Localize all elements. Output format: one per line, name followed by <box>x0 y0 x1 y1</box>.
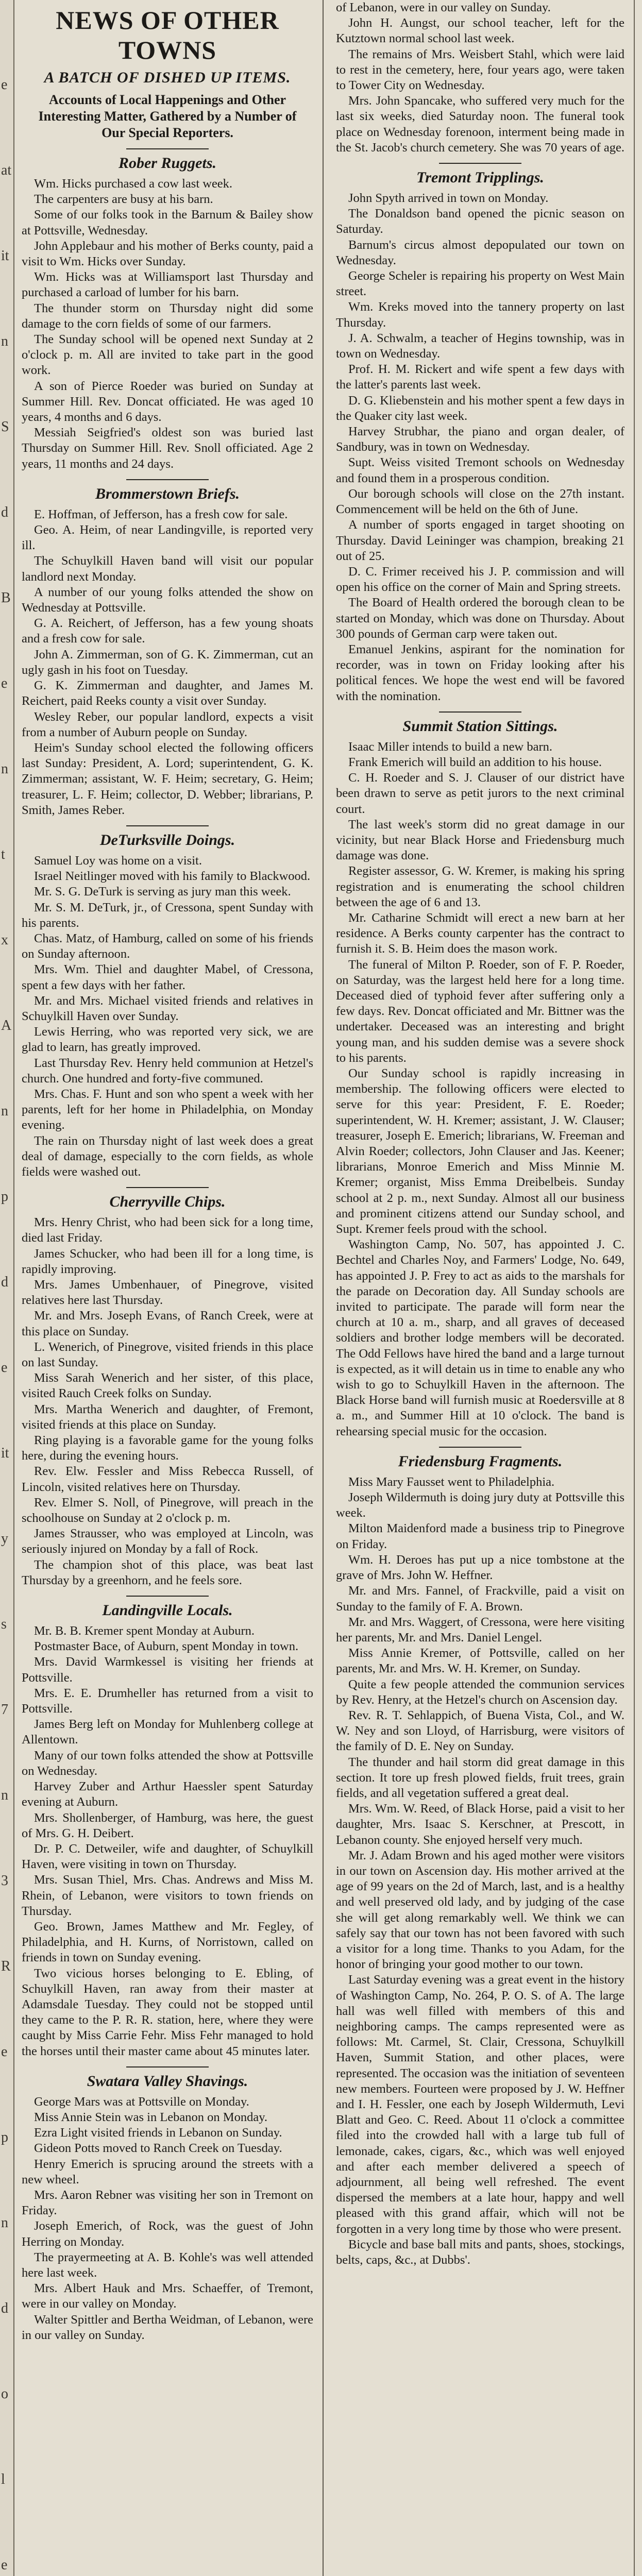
gutter-mark: n <box>1 333 8 349</box>
news-item: Mrs. Susan Thiel, Mrs. Chas. Andrews and Miss M. Rhein, of Lebanon, were visitors to town friends on Thursday. <box>22 1873 313 1918</box>
news-item: Mrs. Martha Wenerich and daughter, of Fremont, visited friends at this place on Sunday. <box>22 1402 313 1432</box>
news-item: John H. Aungst, our school teacher, left for the Kutztown normal school last week. <box>336 16 624 46</box>
news-item: Miss Mary Fausset went to Philadelphia. <box>348 1475 555 1489</box>
section-title: Swatara Valley Shavings. <box>87 2072 248 2090</box>
news-item: Joseph Wildermuth is doing jury duty at Pottsville this week. <box>336 1490 624 1520</box>
news-item: Heim's Sunday school elected the following officers last Sunday: President, A. Lord; superintendent, G. K. Zimmerman; assistant, W. F. Heim; secretary, G. Heim; treasurer, L. F. Heim; collector, D. Webber; librarians, P. Smith, James Reber. <box>22 740 313 817</box>
news-item: Last Thursday Rev. Henry held communion at Hetzel's church. One hundred and forty-five communed. <box>22 1056 313 1086</box>
news-item: The funeral of Milton P. Roeder, son of F. P. Roeder, on Saturday, was the largest held here for a long time. Deceased died of typhoid fever after suffering only a few days. Rev. Doncat officiated and Mr. Bittner was the undertaker. Deceased was an interesting and bright young man, and his sudden demise was a severe shock to his parents. <box>336 957 624 1065</box>
news-item: Ezra Light visited friends in Lebanon on Sunday. <box>34 2126 282 2140</box>
gutter-mark: 3 <box>1 1873 8 1889</box>
news-item: G. A. Reichert, of Jefferson, has a few young shoats and a fresh cow for sale. <box>22 616 313 646</box>
gutter-mark: d <box>1 1274 8 1290</box>
section-rule <box>439 163 521 164</box>
news-item: Mrs. John Spancake, who suffered very much for the last six weeks, died Saturday noon. The funeral took place on Wednesday forenoon, interment being made in the St. Jacob's church cemetery. She was 70 years of age. <box>336 94 625 155</box>
news-item: The Sunday school will be opened next Sunday at 2 o'clock p. m. All are invited to take part in the good work. <box>22 332 313 378</box>
section-rule <box>439 1447 521 1448</box>
subheading: A BATCH OF DISHED UP ITEMS. <box>44 69 291 86</box>
news-item: Prof. H. M. Rickert and wife spent a few days with the latter's parents last week. <box>336 362 624 392</box>
news-item: The thunder and hail storm did great damage in this section. It tore up fresh plowed fields, fruit trees, grain fields, and all vegetation suffered a great deal. <box>336 1755 624 1800</box>
news-item: Milton Maidenford made a business trip to Pinegrove on Friday. <box>336 1521 624 1551</box>
news-item: The thunder storm on Thursday night did some damage to the corn fields of some of our farmers. <box>22 301 313 331</box>
right-margin-rule <box>634 0 635 2576</box>
gutter-mark: e <box>1 675 8 691</box>
gutter-mark: e <box>1 2557 8 2573</box>
news-item: Miss Sarah Wenerich and her sister, of this place, visited Rauch Creek folks on Sunday. <box>22 1371 313 1401</box>
news-item: Our Sunday school is rapidly increasing in membership. The following officers were elected to serve for this year: President, F. E. Roeder; superintendent, W. H. Kremer; assistant, J. W. Clauser; treasurer, Joseph E. Emerich; librarians, W. Freeman and Alvin Roeder; collectors, John Clauser and Jas. Keener; librarians, Monroe Emerich and Miss Minnie M. Kremer; organist, Miss Emma Dreibelbeis. Sunday school at 2 p. m., next Sunday. Almost all our business and prominent citizens attend our Sunday school, and Supt. Kremer feels proud with the school. <box>336 1066 624 1236</box>
news-item: Israel Neitlinger moved with his family to Blackwood. <box>34 869 311 884</box>
section-rule <box>126 1187 209 1188</box>
section-title: Landingville Locals. <box>102 1602 233 1619</box>
gutter-mark: p <box>1 2129 8 2145</box>
news-item: Samuel Loy was home on a visit. <box>34 853 202 868</box>
gutter-mark: s <box>1 1616 7 1632</box>
news-item: Mr. and Mrs. Waggert, of Cressona, were here visiting her parents, Mr. and Mrs. Daniel Lengel. <box>336 1615 624 1645</box>
right-column <box>328 0 635 2576</box>
gutter-mark: 7 <box>1 1702 8 1718</box>
gutter-mark: l <box>1 2471 5 2487</box>
news-item: Wm. Kreks moved into the tannery property on last Thursday. <box>336 300 624 330</box>
gutter-mark: B <box>1 590 11 606</box>
news-item: Register assessor, G. W. Kremer, is making his spring registration and is enumerating the school children between the age of 6 and 13. <box>336 864 624 909</box>
news-item: Our borough schools will close on the 27th instant. Commencement will be held on the 6th of June. <box>336 486 624 517</box>
news-item: Postmaster Bace, of Auburn, spent Monday in town. <box>34 1639 299 1654</box>
left-margin-gutter <box>0 0 14 2576</box>
news-item: Many of our town folks attended the show at Pottsville on Wednesday. <box>22 1748 313 1778</box>
gutter-mark: n <box>1 2215 8 2231</box>
news-item: Mrs. Aaron Rebner was visiting her son in Tremont on Friday. <box>22 2188 313 2218</box>
news-item: James Strausser, who was employed at Lincoln, was seriously injured on Monday by a fall of Rock. <box>22 1527 313 1556</box>
news-item: Wm. Hicks purchased a cow last week. <box>34 177 233 191</box>
news-item: Mr. J. Adam Brown and his aged mother were visitors in our town on Ascension day. His mother arrived at the age of 99 years on the 2d of March, last, and is a healthy and well preserved old lady, and by judging of the case she will get along remarkably well. We think we can safely say that our town has not been favored with such a visitor for a long time. Thanks to you Adam, for the honor of bringing your good mother to our town. <box>336 1848 624 1972</box>
news-item: G. K. Zimmerman and daughter, and James M. Reichert, paid Reeks county a visit over Sunday. <box>22 679 313 708</box>
section-title: Cherryville Chips. <box>109 1193 226 1211</box>
left-sections <box>22 148 313 2343</box>
news-item: The rain on Thursday night of last week does a great deal of damage, especially to the corn fields, as whole fields were washed out. <box>22 1133 313 1179</box>
news-item: The Schuylkill Haven band will visit our popular landlord next Monday. <box>22 554 313 584</box>
news-item: Mr. S. G. DeTurk is serving as jury man this week. <box>34 885 291 899</box>
section-rule <box>126 1596 209 1597</box>
gutter-mark: t <box>1 846 5 862</box>
gutter-mark: S <box>1 419 9 435</box>
news-item: George Scheler is repairing his property on West Main street. <box>336 269 624 299</box>
news-item: A son of Pierce Roeder was buried on Sunday at Summer Hill. Rev. Doncat officiated. He was aged 10 years, 4 months and 6 days. <box>22 379 313 425</box>
news-item: George Mars was at Pottsville on Monday. <box>34 2094 249 2109</box>
news-item: Supt. Weiss visited Tremont schools on Wednesday and found them in a prosperous condition. <box>336 455 624 485</box>
news-item: Miss Annie Stein was in Lebanon on Monday. <box>34 2110 267 2124</box>
gutter-mark: o <box>1 2386 8 2402</box>
section-rule <box>439 711 521 713</box>
section-title: DeTurksville Doings. <box>99 831 235 849</box>
gutter-mark: d <box>1 504 8 520</box>
news-item: Mrs. Shollenberger, of Hamburg, was here, the guest of Mrs. G. H. Deibert. <box>22 1810 313 1840</box>
news-item: Rev. Elmer S. Noll, of Pinegrove, will preach in the schoolhouse on Sunday at 2 o'clock p. m. <box>22 1495 313 1526</box>
gutter-mark: A <box>1 1018 12 1033</box>
news-item: L. Wenerich, of Pinegrove, visited friends in this place on last Sunday. <box>22 1340 313 1370</box>
news-item: James Schucker, who had been ill for a long time, is rapidly improving. <box>22 1246 313 1276</box>
news-item: Rev. R. T. Sehlappich, of Buena Vista, Col., and W. W. Ney and son Lloyd, of Harrisburg, were visitors of the family of D. E. Ney on Sunday. <box>336 1708 624 1754</box>
news-item: James Berg left on Monday for Muhlenberg college at Allentown. <box>22 1717 313 1747</box>
news-item: Emanuel Jenkins, aspirant for the nomination for recorder, was in town on Friday looking after his political fences. We hope the west end will be favored with the nomination. <box>336 642 624 703</box>
section-rule <box>126 2066 209 2067</box>
news-item: John Spyth arrived in town on Monday. <box>348 191 549 206</box>
news-item: Washington Camp, No. 507, has appointed J. C. Bechtel and Charles Noy, and Farmers' Lodge, No. 649, has appointed J. P. Frey to act as aids to the marshals for the parade on Decoration day. All Sunday schools are invited to participate. The parade will form near the church at 10 a. m., sharp, and all graves of deceased soldiers and brother lodge members will be decorated. The Odd Fellows have hired the band and a large turnout is expected, as it will detain us in time to enable any who wish to go to Schuylkill Haven in the afternoon. The Black Horse band will furnish music at Roedersville at 8 a. m., and Summer Hill at 10 o'clock. The band is rehearsing special music for the occasion. <box>336 1238 624 1438</box>
gutter-mark: d <box>1 2300 8 2316</box>
gutter-mark: R <box>1 1958 11 1974</box>
news-item: J. A. Schwalm, a teacher of Hegins township, was in town on Wednesday. <box>336 331 624 361</box>
news-item: Last Saturday evening was a great event in the history of Washington Camp, No. 264, P. O. S. of A. The large hall was well filled with members of this and neighboring camps. The camps represented were as follows: Mt. Carmel, St. Clair, Cressona, Schuylkill Haven, Summit Station, and other places, were represented. The occasion was the initiation of seventeen new members. Fourteen were proposed by J. W. Heffner and I. H. Fessler, one each by Joseph Wildermuth, Levi Blatt and Geo. C. Reed. About 11 o'clock a committee filed into the crowded hall with a large tub full of lemonade, cakes, cigars, &c., which was well enjoyed and after each member delivered a speech of adjournment, all being well refreshed. The event dispersed the members at a late hour, happy and well pleased with this grand affair, which will not be forgotten in a very long time by those who were present. <box>336 1973 624 2236</box>
news-item: The Donaldson band opened the picnic season on Saturday. <box>336 207 624 236</box>
section-title: Tremont Tripplings. <box>416 169 544 187</box>
news-item: Mrs. Albert Hauk and Mrs. Schaeffer, of Tremont, were in our valley on Monday. <box>22 2281 313 2311</box>
news-item: D. C. Frimer received his J. P. commission and will open his office on the corner of Main and Spring streets. <box>336 564 624 595</box>
gutter-mark: n <box>1 1787 8 1803</box>
right-sections <box>336 163 624 2268</box>
news-item: The carpenters are busy at his barn. <box>34 192 213 207</box>
gutter-mark: at <box>1 162 12 178</box>
news-item: A number of our young folks attended the show on Wednesday at Pottsville. <box>22 585 313 615</box>
news-item: Wesley Reber, our popular landlord, expects a visit from a number of Auburn people on Sunday. <box>22 709 313 739</box>
news-item: E. Hoffman, of Jefferson, has a fresh cow for sale. <box>34 507 288 521</box>
left-column <box>16 0 320 2576</box>
news-item: Harvey Zuber and Arthur Haessler spent Saturday evening at Auburn. <box>22 1780 313 1809</box>
news-item: D. G. Kliebenstein and his mother spent a few days in the Quaker city last week. <box>336 393 624 423</box>
news-item: Bicycle and base ball mits and pants, shoes, stockings, belts, caps, &c., at Dubbs'. <box>336 2237 624 2267</box>
section-title: Rober Ruggets. <box>118 155 217 172</box>
section-rule <box>126 825 209 826</box>
news-item: John Applebaur and his mother of Berks county, paid a visit to Wm. Hicks over Sunday. <box>22 239 313 269</box>
news-item: Mr. and Mrs. Joseph Evans, of Ranch Creek, were at this place on Sunday. <box>22 1309 313 1338</box>
section-title: Brommerstown Briefs. <box>95 485 240 502</box>
news-item: Frank Emerich will build an addition to his house. <box>348 755 602 769</box>
news-item: The Board of Health ordered the borough clean to be started on Monday, which was done on Thursday. About 300 pounds of German carp were taken out. <box>336 596 624 641</box>
news-item: Mr. B. B. Kremer spent Monday at Auburn. <box>34 1624 255 1638</box>
news-item: Wm. H. Deroes has put up a nice tombstone at the grave of Mrs. John W. Heffner. <box>336 1552 624 1583</box>
news-item: Henry Emerich is sprucing around the streets with a new wheel. <box>22 2157 313 2187</box>
section-rule <box>126 148 209 149</box>
news-item: Walter Spittler and Bertha Weidman, of Lebanon, were in our valley on Sunday. <box>22 2312 313 2342</box>
gutter-mark: n <box>1 761 8 777</box>
gutter-mark: it <box>1 1445 9 1461</box>
section-rule <box>126 479 209 480</box>
news-item: Barnum's circus almost depopulated our town on Wednesday. <box>336 238 624 267</box>
news-item: John A. Zimmerman, son of G. K. Zimmerman, cut an ugly gash in his foot on Tuesday. <box>22 647 313 677</box>
section-title: Friedensburg Fragments. <box>398 1452 563 1470</box>
gutter-mark: e <box>1 1360 8 1376</box>
news-item: Mrs. Chas. F. Hunt and son who spent a week with her parents, left for her home in Philadelphia, on Monday evening. <box>22 1087 313 1132</box>
column-divider <box>323 0 324 2576</box>
gutter-mark: x <box>1 932 8 948</box>
right-lead-paragraphs <box>336 0 624 156</box>
news-item: The prayermeeting at A. B. Kohle's was well attended here last week. <box>22 2250 313 2280</box>
news-item: Mr. Catharine Schmidt will erect a new barn at her residence. A Berks county carpenter has the contract to furnish it. S. B. Heim does the mason work. <box>336 910 624 956</box>
news-item: The last week's storm did no great damage in our vicinity, but near Black Horse and Friedensburg much damage was done. <box>336 817 624 863</box>
news-item: Mrs. E. E. Drumheller has returned from a visit to Pottsville. <box>22 1686 313 1716</box>
news-item: Mrs. James Umbenhauer, of Pinegrove, visited relatives here last Thursday. <box>22 1278 313 1308</box>
news-item: of Lebanon, were in our valley on Sunday. <box>336 1 551 14</box>
page-title: NEWS OF OTHER TOWNS <box>56 6 279 64</box>
news-item: Geo. Brown, James Matthew and Mr. Fegley, of Philadelphia, and H. Kurns, of Norristown, called on friends in town on Sunday evening. <box>22 1919 313 1965</box>
gutter-mark: y <box>1 1531 8 1547</box>
news-item: Mrs. David Warmkessel is visiting her friends at Pottsville. <box>22 1655 313 1685</box>
news-item: Geo. A. Heim, of near Landingville, is reported very ill. <box>22 523 313 553</box>
news-item: Messiah Seigfried's oldest son was buried last Thursday on Summer Hill. Rev. Snoll officiated. Age 2 years, 11 months and 24 days. <box>22 426 313 471</box>
news-item: Quite a few people attended the communion services by Rev. Henry, at the Hetzel's church on Ascension day. <box>336 1677 624 1707</box>
news-item: C. H. Roeder and S. J. Clauser of our district have been drawn to serve as petit jurors to the next criminal court. <box>336 771 624 816</box>
news-item: Wm. Hicks was at Williamsport last Thursday and purchased a carload of lumber for his barn. <box>22 270 313 300</box>
news-item: Chas. Matz, of Hamburg, called on some of his friends on Sunday afternoon. <box>22 931 313 961</box>
news-item: Isaac Miller intends to build a new barn. <box>348 739 552 754</box>
news-item: The champion shot of this place, was beat last Thursday by a greenhorn, and he feels sore. <box>22 1557 313 1587</box>
news-item: A number of sports engaged in target shooting on Thursday. David Leininger was champion, breaking 21 out of 25. <box>336 518 624 563</box>
news-item: Mrs. Wm. W. Reed, of Black Horse, paid a visit to her daughter, Mrs. Isaac S. Kerschner, at Prescott, in Lebanon county. She enjoyed herself very much. <box>336 1802 624 1847</box>
news-item: Mrs. Wm. Thiel and daughter Mabel, of Cressona, spent a few days with her father. <box>22 962 313 992</box>
gutter-mark: e <box>1 77 8 93</box>
section-title: Summit Station Sittings. <box>402 717 558 735</box>
news-item: Lewis Herring, who was reported very sick, we are glad to learn, has greatly improved. <box>22 1025 313 1055</box>
news-item: Dr. P. C. Detweiler, wife and daughter, of Schuylkill Haven, were visiting in town on Thursday. <box>22 1841 313 1872</box>
news-item: Mr. S. M. DeTurk, jr., of Cressona, spent Sunday with his parents. <box>22 900 313 930</box>
news-item: Two vicious horses belonging to E. Ebling, of Schuylkill Haven, ran away from their master at Adamsdale Tuesday. They could not be stopped until they came to the P. R. R. station, here, where they were caught by Miss Carrie Fehr. Miss Fehr managed to hold the horses until their master came about 45 minutes later. <box>22 1966 313 2058</box>
summary-heading: Accounts of Local Happenings and Other Interesting Matter, Gathered by a Number of Our Special Reporters. <box>38 92 297 140</box>
news-item: Miss Annie Kremer, of Pottsville, called on her parents, Mr. and Mrs. W. H. Kremer, on Sunday. <box>336 1646 624 1676</box>
gutter-mark: n <box>1 1103 8 1119</box>
gutter-mark: p <box>1 1189 8 1205</box>
news-item: The remains of Mrs. Weisbert Stahl, which were laid to rest in the cemetery, here, four years ago, were taken to Tower City on Wednesday. <box>336 47 624 93</box>
news-item: Mrs. Henry Christ, who had been sick for a long time, died last Friday. <box>22 1215 313 1245</box>
news-item: Gideon Potts moved to Ranch Creek on Tuesday. <box>34 2141 282 2156</box>
news-item: Some of our folks took in the Barnum & Bailey show at Pottsville, Wednesday. <box>22 208 313 238</box>
gutter-mark: it <box>1 248 9 264</box>
news-item: Joseph Emerich, of Rock, was the guest of John Herring on Monday. <box>22 2219 313 2249</box>
news-item: Mr. and Mrs. Fannel, of Frackville, paid a visit on Sunday to the family of F. A. Brown. <box>336 1584 624 1614</box>
news-item: Ring playing is a favorable game for the young folks here, during the evening hours. <box>22 1433 313 1463</box>
news-item: Harvey Strubhar, the piano and organ dealer, of Sandbury, was in town on Wednesday. <box>336 425 624 454</box>
news-item: Rev. Elw. Fessler and Miss Rebecca Russell, of Lincoln, visited relatives here on Thursday. <box>22 1464 313 1494</box>
news-item: Mr. and Mrs. Michael visited friends and relatives in Schuylkill Haven over Sunday. <box>22 993 313 1023</box>
gutter-mark: e <box>1 2044 8 2060</box>
